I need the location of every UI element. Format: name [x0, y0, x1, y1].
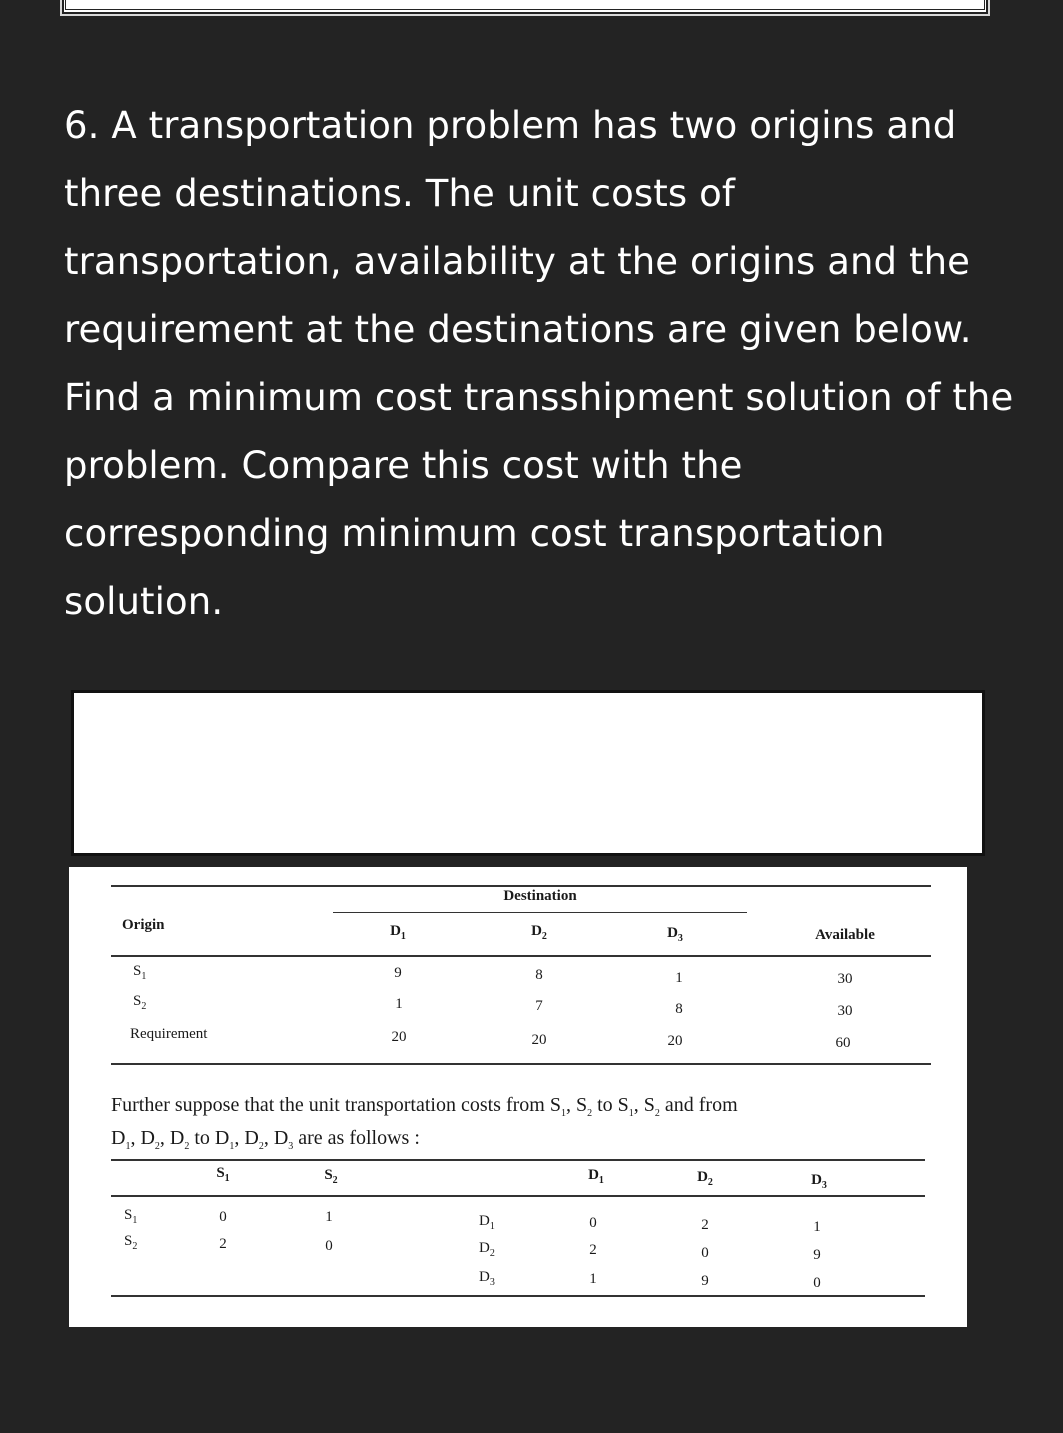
- row-label-s2: $S_2$: [133, 993, 147, 1012]
- available-cell: 30: [837, 971, 853, 987]
- cost-cell: 9: [394, 965, 402, 981]
- destination-header: Destination: [503, 888, 577, 904]
- src-cell: 2: [219, 1236, 227, 1252]
- question-line: problem. Compare this cost with the: [64, 444, 743, 487]
- cost-cell: 8: [675, 1001, 683, 1017]
- top-frame: [60, 0, 990, 16]
- requirement-cell: 20: [531, 1032, 547, 1048]
- available-cell: 30: [837, 1003, 853, 1019]
- src-cell: 0: [219, 1209, 227, 1225]
- dest2-header-d1: $D_1$: [588, 1167, 604, 1186]
- src-row-label: $S_2$: [124, 1233, 138, 1252]
- dest-cell: 2: [701, 1217, 709, 1233]
- requirement-cell: 20: [391, 1029, 407, 1045]
- table-rule: [111, 955, 931, 957]
- dest2-header-d2: $D_2$: [697, 1169, 713, 1188]
- table-rule: [111, 1195, 925, 1197]
- table-rule: [111, 1063, 931, 1065]
- question-line: transportation, availability at the origins and the: [64, 240, 970, 283]
- cost-cell: 7: [535, 998, 543, 1014]
- table-rule: [333, 912, 747, 913]
- further-paragraph: [111, 1093, 738, 1159]
- question-text: [64, 92, 1024, 636]
- src-cell: 1: [325, 1209, 333, 1225]
- question-line: solution.: [64, 580, 224, 623]
- available-header: Available: [815, 927, 875, 943]
- dest2-header-d3: $D_3$: [811, 1172, 827, 1191]
- origin-header: Origin: [122, 917, 165, 933]
- table-rule: [111, 885, 931, 887]
- table-rule: [111, 1159, 925, 1161]
- question-line: 6. A transportation problem has two origins and: [64, 104, 957, 147]
- dest-row-label: $D_1$: [479, 1213, 495, 1232]
- dest-row-label: $D_3$: [479, 1269, 495, 1288]
- cost-cell: 8: [535, 967, 543, 983]
- question-line: corresponding minimum cost transportation: [64, 512, 885, 555]
- src-row-label: $S_1$: [124, 1207, 138, 1226]
- src-header-s2: $S_2$: [324, 1167, 338, 1186]
- row-label-s1: $S_1$: [133, 963, 147, 982]
- dest-header-d2: $D_2$: [531, 923, 547, 942]
- dest-row-label: $D_2$: [479, 1240, 495, 1259]
- dest-cell: 0: [813, 1275, 821, 1291]
- question-line: requirement at the destinations are given below.: [64, 308, 972, 351]
- paragraph-line: Further suppose that the unit transportation costs from $S_1$, $S_2$ to $S_1$, $S_2$ and from: [111, 1094, 738, 1119]
- table-rule: [111, 1295, 925, 1297]
- dest-header-d3: $D_3$: [667, 925, 683, 944]
- requirement-cell: 20: [667, 1033, 683, 1049]
- dest-cell: 2: [589, 1242, 597, 1258]
- table-image: [69, 867, 967, 1327]
- cost-cell: 1: [675, 970, 683, 986]
- dest-cell: 9: [701, 1273, 709, 1289]
- requirement-total: 60: [835, 1035, 851, 1051]
- src-header-s1: $S_1$: [216, 1165, 230, 1184]
- dest-header-d1: $D_1$: [390, 923, 406, 942]
- dest-cell: 1: [813, 1219, 821, 1235]
- dest-cell: 0: [589, 1215, 597, 1231]
- dest-cell: 9: [813, 1247, 821, 1263]
- blank-image-box: [71, 690, 985, 856]
- cost-cell: 1: [395, 996, 403, 1012]
- dest-cell: 1: [589, 1271, 597, 1287]
- paragraph-line: $D_1$, $D_2$, $D_2$ to $D_1$, $D_2$, $D_3$ are as follows :: [111, 1127, 420, 1152]
- requirement-label: Requirement: [130, 1026, 208, 1042]
- question-line: three destinations. The unit costs of: [64, 172, 735, 215]
- dest-cell: 0: [701, 1245, 709, 1261]
- src-cell: 0: [325, 1238, 333, 1254]
- question-line: Find a minimum cost transshipment solution of the: [64, 376, 1014, 419]
